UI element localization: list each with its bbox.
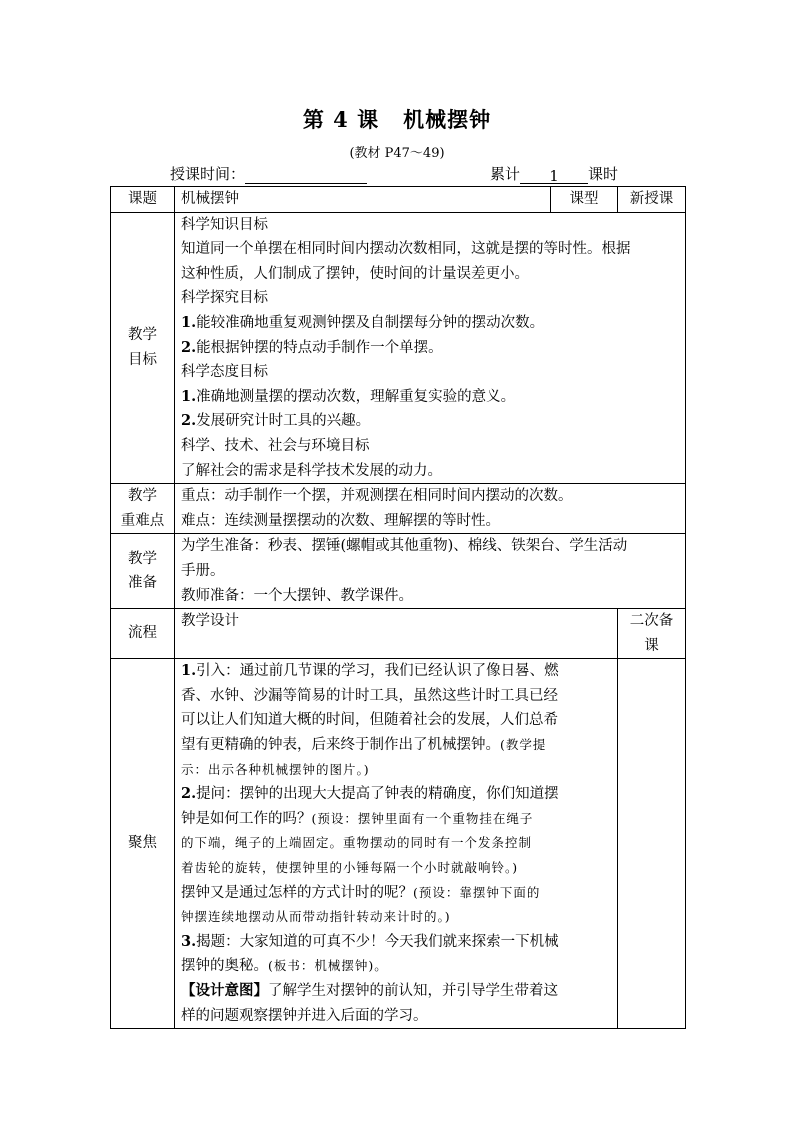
difficulty-line: 难点：连续测量摆摆动的次数、理解摆的等时性。 [181, 512, 500, 529]
goal-item-text: 发展研究计时工具的兴趣。 [196, 413, 371, 430]
prep-line: 为学生准备：秒表、摆锤(螺帽或其他重物)、棉线、铁架台、学生活动 [181, 538, 628, 555]
focus-text: 摆钟又是通过怎样的方式计时的呢？ [181, 884, 413, 901]
total-value: 1 [520, 167, 588, 184]
second-prep-cell[interactable] [618, 659, 686, 1029]
focus-content [175, 659, 618, 1029]
prep-line: 手册。 [181, 562, 225, 579]
key-points-label-2: 重难点 [120, 512, 165, 529]
goal-heading: 科学知识目标 [181, 216, 268, 233]
goals-content [175, 212, 686, 484]
goal-item [181, 336, 679, 361]
lesson-title [0, 104, 794, 134]
prep-label-1: 教学 [128, 550, 157, 567]
focus-note: (预设：靠摆钟下面的 [413, 884, 541, 900]
goal-item-num: 1. [181, 387, 197, 405]
focus-note: 的下端，绳子的上端固定。重物摆动的同时有一个发条控制 [181, 835, 533, 851]
focus-note: (板书：机械摆钟)。 [268, 958, 388, 974]
total-unit: 课时 [588, 165, 619, 183]
focus-line [181, 659, 611, 684]
goal-item-num: 2. [181, 412, 197, 430]
focus-line: 可以让人们知道大概的时间，但随着社会的发展，人们总希 [181, 712, 558, 729]
goals-label-2: 目标 [128, 351, 157, 368]
focus-line [181, 733, 611, 758]
textbook-pages: (教材 P47～49) [349, 146, 445, 161]
focus-label: 聚焦 [111, 659, 175, 1029]
total-hours [490, 163, 618, 184]
focus-text: 提问：摆钟的出现大大提高了钟表的精确度，你们知道摆 [196, 786, 559, 803]
focus-text: 揭题：大家知道的可真不少！今天我们就来探索一下机械 [196, 933, 559, 950]
focus-text: 引入：通过前几节课的学习，我们已经认识了像日晷、燃 [196, 663, 559, 680]
prep-row [111, 534, 686, 609]
goal-item [181, 311, 679, 336]
goal-line: 知道同一个单摆在相同时间内摆动次数相同，这就是摆的等时性。根据 [181, 241, 631, 258]
class-time-label: 授课时间： [170, 165, 246, 183]
key-points-label [111, 484, 175, 534]
key-points-row [111, 484, 686, 534]
key-point-line: 重点：动手制作一个摆，并观测摆在相同时间内摆动的次数。 [181, 488, 573, 505]
flow-header-row [111, 609, 686, 659]
goals-label-1: 教学 [128, 327, 157, 344]
total-label: 累计 [490, 165, 521, 183]
goal-item [181, 385, 679, 410]
key-points-label-1: 教学 [128, 488, 157, 505]
focus-num: 1. [181, 662, 197, 680]
focus-text: 了解学生对摆钟的前认知，并引导学生带着这 [268, 983, 558, 999]
lesson-name: 机械摆钟 [403, 107, 492, 132]
focus-num: 2. [181, 785, 197, 803]
class-time [170, 163, 367, 184]
focus-note: (教学提 [500, 737, 547, 753]
design-intent-tag: 【设计意图】 [181, 982, 268, 999]
topic-label: 课题 [111, 187, 175, 213]
goal-heading: 科学探究目标 [181, 290, 268, 307]
lesson-plan-table [110, 186, 686, 1029]
goal-item [181, 409, 679, 434]
goals-row [111, 212, 686, 484]
focus-note: 着齿轮的旋转，使摆钟里的小锤每隔一个小时就敲响铃。) [181, 860, 519, 876]
design-intent-line: 样的问题观察摆钟并进入后面的学习。 [181, 1007, 428, 1024]
second-prep-header: 二次备课 [618, 609, 686, 659]
focus-num: 3. [181, 932, 197, 950]
lesson-number: 第 4 课 [302, 107, 380, 132]
goal-heading: 科学、技术、社会与环境目标 [181, 437, 370, 454]
key-points-content [175, 484, 686, 534]
focus-note: 示：出示各种机械摆钟的图片。) [181, 761, 370, 777]
goal-line: 这种性质，人们制成了摆钟，使时间的计量误差更小。 [181, 265, 529, 282]
design-header: 教学设计 [175, 609, 618, 659]
goal-item-num: 2. [181, 338, 197, 356]
focus-text: 望有更精确的钟表，后来终于制作出了机械摆钟。 [181, 737, 500, 754]
type-label: 课型 [551, 187, 618, 213]
focus-note: (预设：摆钟里面有一个重物挂在绳子 [311, 810, 534, 826]
goals-label [111, 212, 175, 484]
prep-content [175, 534, 686, 609]
goal-item-num: 1. [181, 313, 197, 331]
focus-line: 香、水钟、沙漏等简易的计时工具，虽然这些计时工具已经 [181, 687, 558, 704]
topic-value: 机械摆钟 [175, 187, 551, 213]
focus-text: 钟是如何工作的吗？ [181, 810, 312, 827]
goal-line: 了解社会的需求是科学技术发展的动力。 [181, 462, 442, 479]
goal-item-text: 准确地测量摆的摆动次数，理解重复实验的意义。 [196, 388, 516, 405]
topic-row [111, 187, 686, 213]
focus-row [111, 659, 686, 1029]
focus-line [181, 930, 611, 955]
goal-item-text: 能根据钟摆的特点动手制作一个单摆。 [196, 339, 443, 356]
design-intent-line [181, 979, 611, 1004]
flow-label: 流程 [111, 609, 175, 659]
focus-line [181, 881, 611, 906]
goal-heading: 科学态度目标 [181, 364, 268, 381]
goal-item-text: 能较准确地重复观测钟摆及自制摆每分钟的摆动次数。 [196, 314, 545, 331]
focus-note: 钟摆连续地摆动从而带动指针转动来计时的。) [181, 909, 451, 925]
class-time-blank[interactable] [245, 167, 367, 184]
prep-label [111, 534, 175, 609]
focus-line [181, 782, 611, 807]
focus-line [181, 954, 611, 979]
prep-line: 教师准备：一个大摆钟、教学课件。 [181, 587, 413, 604]
prep-label-2: 准备 [128, 575, 157, 592]
focus-line [181, 807, 611, 832]
type-value: 新授课 [618, 187, 686, 213]
focus-text: 摆钟的奥秘。 [181, 958, 268, 975]
